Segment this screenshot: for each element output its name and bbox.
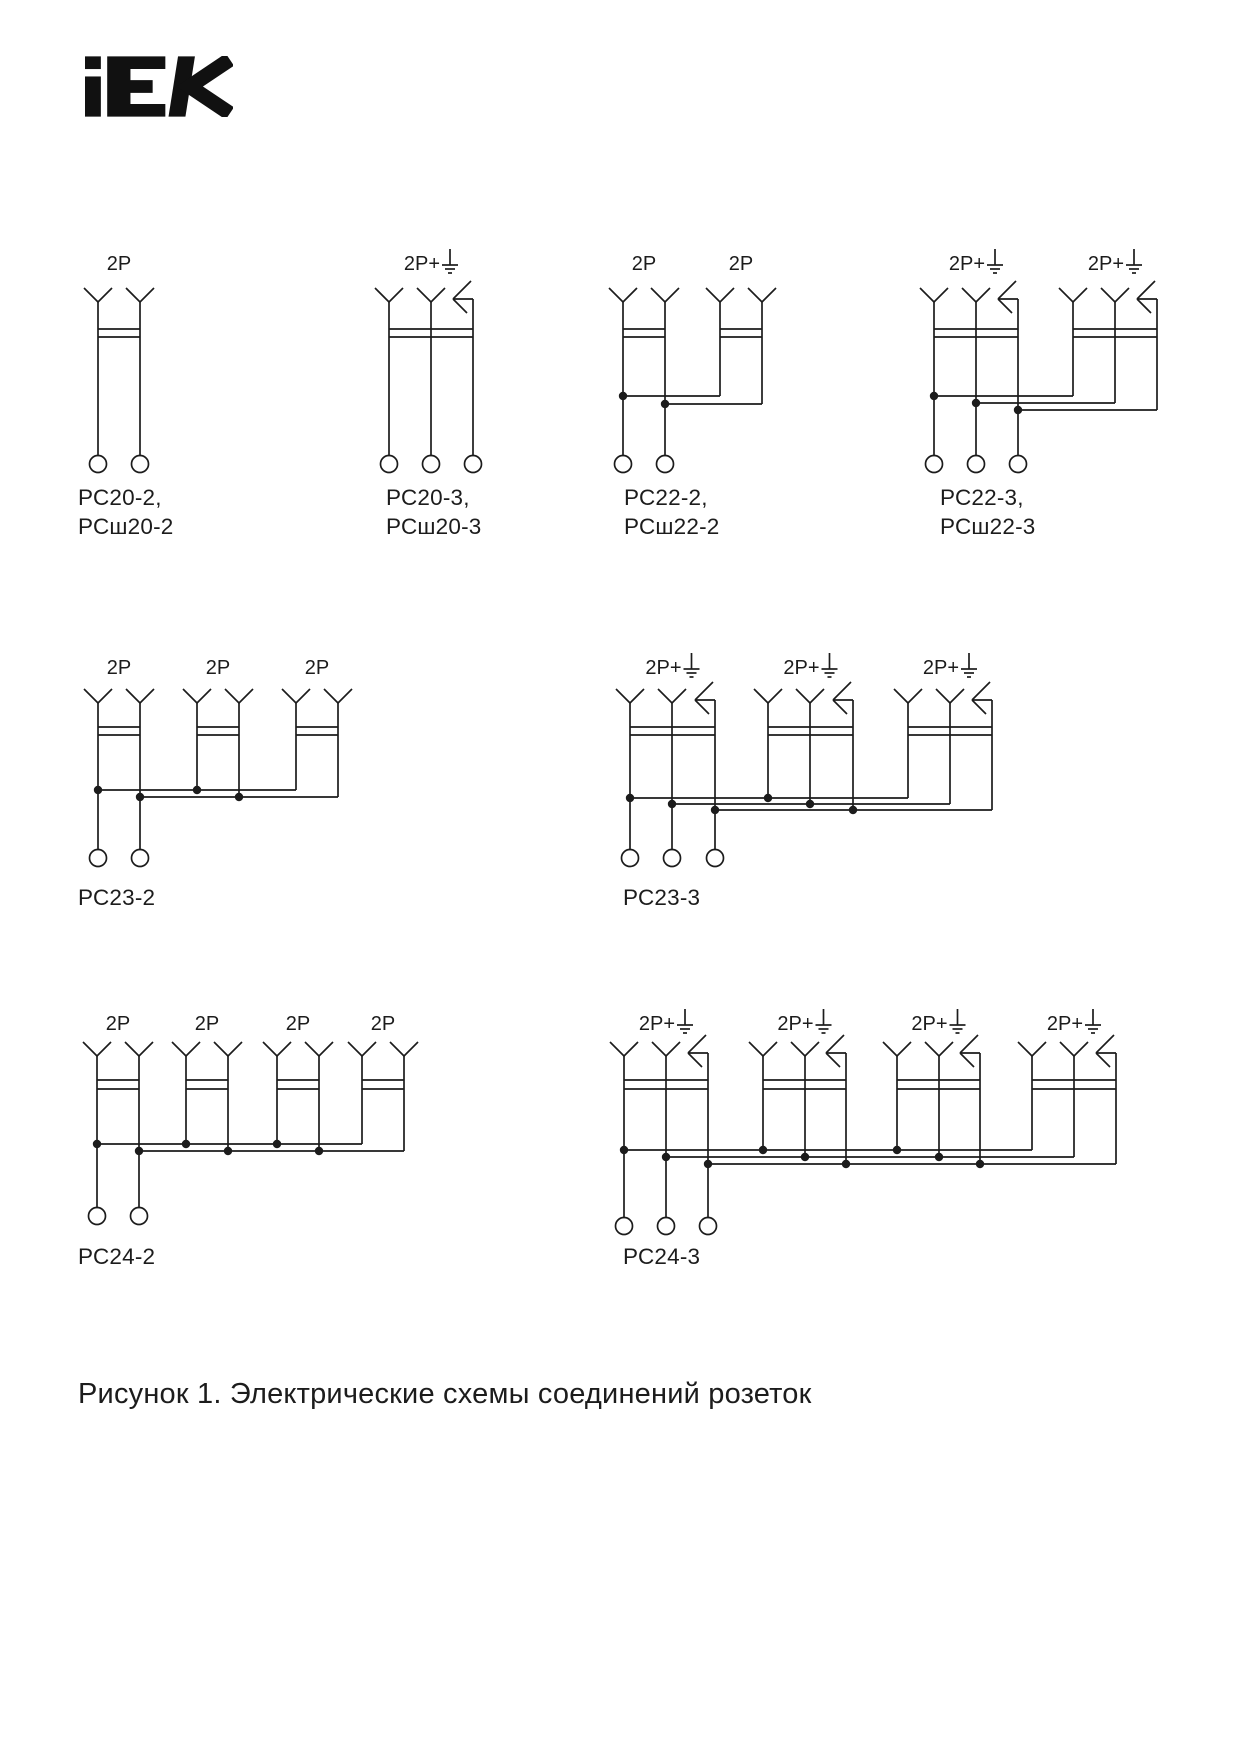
earth-contact-barb — [833, 700, 847, 714]
diagram-name: РС23-2 — [78, 885, 156, 910]
contact-fork-arm — [228, 1042, 242, 1056]
contact-fork-arm — [362, 1042, 376, 1056]
contact-fork-arm — [98, 689, 112, 703]
contact-fork-arm — [1032, 1042, 1046, 1056]
contact-fork-arm — [754, 689, 768, 703]
contact-fork-arm — [324, 689, 338, 703]
diagram-name: РС22-3, — [940, 485, 1024, 510]
contact-fork-arm — [762, 288, 776, 302]
earth-contact-barb — [833, 682, 851, 700]
diagram-pc23-3 — [616, 653, 992, 910]
contact-fork-arm — [296, 689, 310, 703]
contact-fork-arm — [706, 288, 720, 302]
terminal-circle — [707, 850, 724, 867]
contact-fork-arm — [883, 1042, 897, 1056]
contact-fork-arm — [897, 1042, 911, 1056]
diagram-name: РС20-2, — [78, 485, 162, 510]
junction-dot — [135, 1147, 143, 1155]
contact-fork-arm — [197, 689, 211, 703]
junction-dot — [235, 793, 243, 801]
contact-fork-arm — [1074, 1042, 1088, 1056]
contact-fork-arm — [239, 689, 253, 703]
contact-fork-arm — [1073, 288, 1087, 302]
terminal-circle — [657, 456, 674, 473]
terminal-circle — [90, 456, 107, 473]
diagram-name: РС24-3 — [623, 1244, 701, 1269]
diagram-pc22-3 — [920, 249, 1157, 539]
contact-fork-arm — [810, 689, 824, 703]
junction-dot — [1014, 406, 1022, 414]
diagram-pc20-3 — [375, 249, 482, 539]
contact-fork-arm — [431, 288, 445, 302]
junction-dot — [764, 794, 772, 802]
contact-fork-arm — [140, 288, 154, 302]
junction-dot — [935, 1153, 943, 1161]
junction-dot — [849, 806, 857, 814]
terminal-circle — [616, 1218, 633, 1235]
contact-fork-arm — [305, 1042, 319, 1056]
junction-dot — [704, 1160, 712, 1168]
earth-contact-barb — [972, 700, 986, 714]
contact-fork-arm — [389, 288, 403, 302]
contact-fork-arm — [894, 689, 908, 703]
pin-type-label: 2P+ — [638, 1013, 676, 1035]
pin-type-label: 2P — [370, 1013, 396, 1035]
junction-dot — [224, 1147, 232, 1155]
junction-dot — [662, 1153, 670, 1161]
pin-type-label: 2P — [304, 657, 330, 679]
pin-type-label: 2P+ — [645, 657, 682, 679]
terminal-circle — [132, 850, 149, 867]
earth-contact-barb — [1137, 299, 1151, 313]
diagram-pc20-2 — [78, 253, 174, 539]
contact-fork-arm — [126, 288, 140, 302]
diagram-name: РС23-3 — [623, 885, 701, 910]
junction-dot — [801, 1153, 809, 1161]
contact-fork-arm — [375, 288, 389, 302]
junction-dot — [972, 399, 980, 407]
pin-type-label: 2P — [285, 1013, 311, 1035]
terminal-circle — [423, 456, 440, 473]
diagram-name: РСш20-3 — [386, 514, 482, 539]
diagram-pc22-2 — [609, 253, 776, 539]
pin-type-label: 2P+ — [777, 1013, 814, 1035]
contact-fork-arm — [630, 689, 644, 703]
diagram-name: РС20-3, — [386, 485, 470, 510]
junction-dot — [273, 1140, 281, 1148]
contact-fork-arm — [263, 1042, 277, 1056]
junction-dot — [668, 800, 676, 808]
diagram-name: РС22-2, — [624, 485, 708, 510]
pin-type-label: 2P — [728, 253, 754, 275]
pin-type-label: 2P+ — [948, 253, 986, 275]
diagram-name: РСш22-3 — [940, 514, 1036, 539]
pin-type-label: 2P — [106, 253, 132, 275]
contact-fork-arm — [791, 1042, 805, 1056]
pin-type-label: 2P+ — [1046, 1013, 1084, 1035]
contact-fork-arm — [319, 1042, 333, 1056]
contact-fork-arm — [609, 288, 623, 302]
contact-fork-arm — [348, 1042, 362, 1056]
contact-fork-arm — [214, 1042, 228, 1056]
earth-contact-barb — [1096, 1053, 1110, 1067]
contact-fork-arm — [925, 1042, 939, 1056]
terminal-circle — [465, 456, 482, 473]
terminal-circle — [90, 850, 107, 867]
contact-fork-arm — [98, 288, 112, 302]
terminal-circle — [700, 1218, 717, 1235]
junction-dot — [893, 1146, 901, 1154]
contact-fork-arm — [1101, 288, 1115, 302]
junction-dot — [711, 806, 719, 814]
contact-fork-arm — [186, 1042, 200, 1056]
contact-fork-arm — [1059, 288, 1073, 302]
contact-fork-arm — [390, 1042, 404, 1056]
contact-fork-arm — [282, 689, 296, 703]
terminal-circle — [622, 850, 639, 867]
contact-fork-arm — [172, 1042, 186, 1056]
contact-fork-arm — [84, 689, 98, 703]
contact-fork-arm — [748, 288, 762, 302]
junction-dot — [626, 794, 634, 802]
earth-contact-barb — [960, 1035, 978, 1053]
diagram-name: РСш22-2 — [624, 514, 720, 539]
junction-dot — [193, 786, 201, 794]
terminal-circle — [658, 1218, 675, 1235]
terminal-circle — [132, 456, 149, 473]
contact-fork-arm — [908, 689, 922, 703]
contact-fork-arm — [768, 689, 782, 703]
earth-contact-barb — [695, 682, 713, 700]
contact-fork-arm — [950, 689, 964, 703]
pin-type-label: 2P+ — [1087, 253, 1125, 275]
contact-fork-arm — [652, 1042, 666, 1056]
contact-fork-arm — [125, 1042, 139, 1056]
terminal-circle — [615, 456, 632, 473]
contact-fork-arm — [672, 689, 686, 703]
contact-fork-arm — [936, 689, 950, 703]
earth-contact-barb — [453, 281, 471, 299]
junction-dot — [93, 1140, 101, 1148]
earth-contact-barb — [998, 299, 1012, 313]
contact-fork-arm — [976, 288, 990, 302]
contact-fork-arm — [139, 1042, 153, 1056]
terminal-circle — [926, 456, 943, 473]
contact-fork-arm — [417, 288, 431, 302]
contact-fork-arm — [658, 689, 672, 703]
junction-dot — [976, 1160, 984, 1168]
junction-dot — [136, 793, 144, 801]
earth-contact-barb — [695, 700, 709, 714]
contact-fork-arm — [1115, 288, 1129, 302]
terminal-circle — [381, 456, 398, 473]
diagram-pc24-3 — [610, 1009, 1116, 1269]
junction-dot — [94, 786, 102, 794]
contact-fork-arm — [666, 1042, 680, 1056]
pin-type-label: 2P+ — [403, 253, 441, 275]
earth-contact-barb — [972, 682, 990, 700]
earth-contact-barb — [826, 1035, 844, 1053]
contact-fork-arm — [183, 689, 197, 703]
contact-fork-arm — [796, 689, 810, 703]
pin-type-label: 2P — [105, 1013, 131, 1035]
pin-type-label: 2P — [194, 1013, 220, 1035]
contact-fork-arm — [939, 1042, 953, 1056]
contact-fork-arm — [920, 288, 934, 302]
junction-dot — [759, 1146, 767, 1154]
earth-contact-barb — [998, 281, 1016, 299]
contact-fork-arm — [616, 689, 630, 703]
contact-fork-arm — [84, 288, 98, 302]
contact-fork-arm — [140, 689, 154, 703]
pin-type-label: 2P+ — [922, 657, 960, 679]
pin-type-label: 2P — [205, 657, 231, 679]
contact-fork-arm — [624, 1042, 638, 1056]
diagram-name: РСш20-2 — [78, 514, 174, 539]
terminal-circle — [131, 1208, 148, 1225]
contact-fork-arm — [623, 288, 637, 302]
junction-dot — [315, 1147, 323, 1155]
pin-type-label: 2P — [106, 657, 132, 679]
junction-dot — [930, 392, 938, 400]
contact-fork-arm — [83, 1042, 97, 1056]
diagram-name: РС24-2 — [78, 1244, 156, 1269]
terminal-circle — [89, 1208, 106, 1225]
contact-fork-arm — [934, 288, 948, 302]
terminal-circle — [968, 456, 985, 473]
contact-fork-arm — [763, 1042, 777, 1056]
junction-dot — [842, 1160, 850, 1168]
earth-contact-barb — [960, 1053, 974, 1067]
junction-dot — [620, 1146, 628, 1154]
terminal-circle — [664, 850, 681, 867]
contact-fork-arm — [1018, 1042, 1032, 1056]
earth-contact-barb — [688, 1053, 702, 1067]
contact-fork-arm — [126, 689, 140, 703]
contact-fork-arm — [962, 288, 976, 302]
contact-fork-arm — [805, 1042, 819, 1056]
contact-fork-arm — [749, 1042, 763, 1056]
junction-dot — [661, 400, 669, 408]
diagram-pc23-2 — [78, 657, 352, 910]
contact-fork-arm — [338, 689, 352, 703]
junction-dot — [182, 1140, 190, 1148]
terminal-circle — [1010, 456, 1027, 473]
earth-contact-barb — [1137, 281, 1155, 299]
junction-dot — [619, 392, 627, 400]
contact-fork-arm — [610, 1042, 624, 1056]
junction-dot — [806, 800, 814, 808]
contact-fork-arm — [651, 288, 665, 302]
contact-fork-arm — [720, 288, 734, 302]
contact-fork-arm — [225, 689, 239, 703]
diagram-pc24-2 — [78, 1013, 418, 1269]
pin-type-label: 2P — [631, 253, 657, 275]
contact-fork-arm — [665, 288, 679, 302]
figure-caption: Рисунок 1. Электрические схемы соединений розеток — [78, 1378, 812, 1410]
earth-contact-barb — [453, 299, 467, 313]
earth-contact-barb — [1096, 1035, 1114, 1053]
contact-fork-arm — [277, 1042, 291, 1056]
contact-fork-arm — [1060, 1042, 1074, 1056]
earth-contact-barb — [826, 1053, 840, 1067]
pin-type-label: 2P+ — [783, 657, 820, 679]
earth-contact-barb — [688, 1035, 706, 1053]
contact-fork-arm — [404, 1042, 418, 1056]
pin-type-label: 2P+ — [911, 1013, 948, 1035]
contact-fork-arm — [97, 1042, 111, 1056]
